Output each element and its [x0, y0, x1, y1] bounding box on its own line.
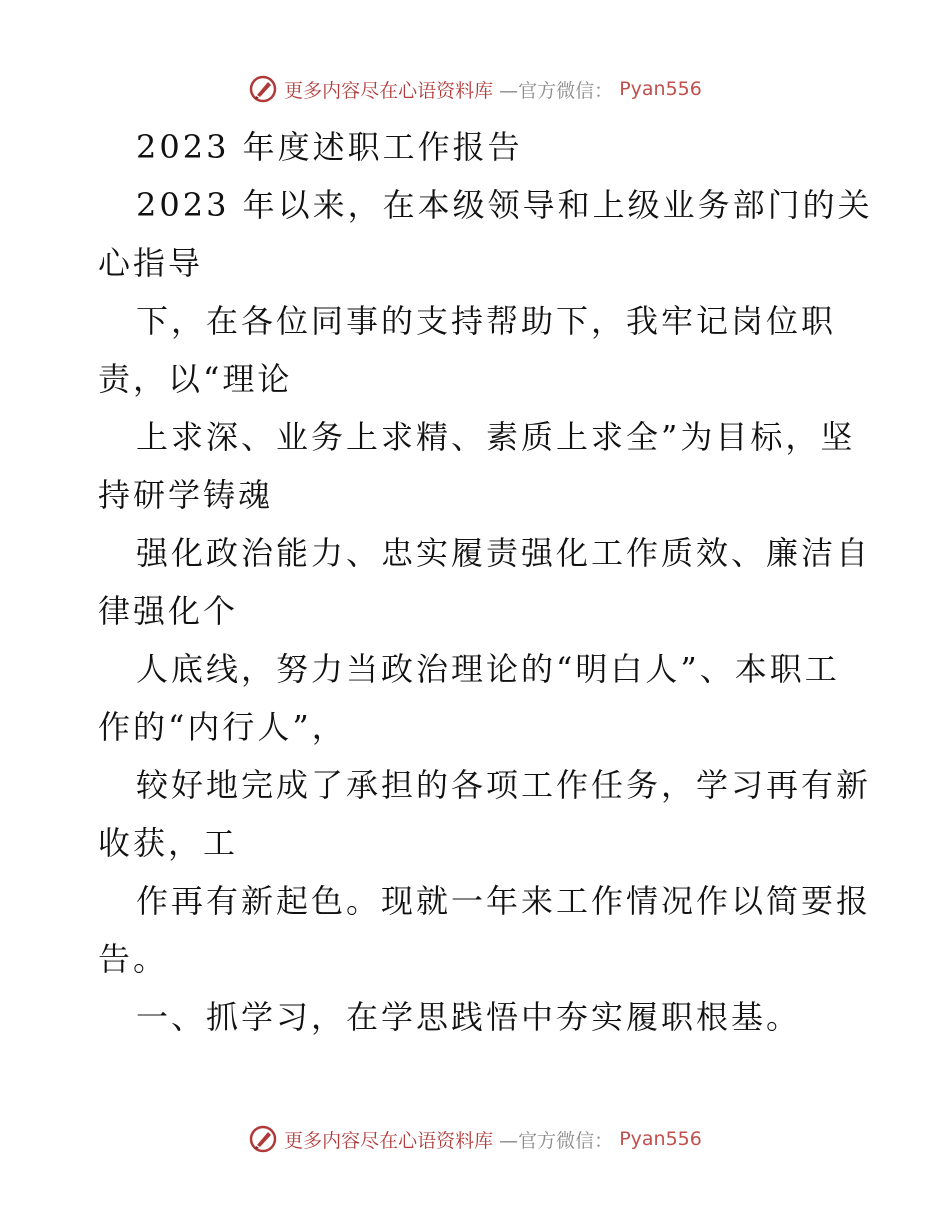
watermark-wechat-id: Pyan556	[619, 1128, 702, 1150]
watermark-official: —官方微信：	[499, 79, 614, 102]
paragraph-line: 作再有新起色。现就一年来工作情况作以简要报	[136, 882, 872, 920]
paragraph-line: 收获，工	[98, 824, 239, 862]
paragraph-line: 作的“内行人”，	[98, 708, 347, 746]
paragraph-line: 下，在各位同事的支持帮助下，我牢记岗位职	[136, 302, 837, 340]
document-body	[98, 118, 873, 1046]
header-watermark	[0, 74, 950, 104]
watermark-official: —官方微信：	[499, 1129, 614, 1152]
paragraph-line: 较好地完成了承担的各项工作任务，学习再有新	[136, 766, 872, 804]
document-title: 2023 年度述职工作报告	[136, 128, 523, 166]
pen-nib-logo-icon	[248, 1124, 278, 1154]
paragraph-line: 人底线，努力当政治理论的“明白人”、本职工	[136, 650, 840, 688]
watermark-brand: 更多内容尽在心语资料库	[284, 79, 494, 102]
paragraph-line: 责，以“理论	[98, 360, 293, 398]
paragraph-line: 2023 年以来，在本级领导和上级业务部门的关	[136, 186, 873, 224]
paragraph-line: 强化政治能力、忠实履责强化工作质效、廉洁自	[136, 534, 872, 572]
paragraph-line: 持研学铸魂	[98, 476, 274, 514]
paragraph-line: 上求深、业务上求精、素质上求全”为目标，坚	[136, 418, 856, 456]
pen-nib-logo-icon	[248, 74, 278, 104]
paragraph-line: 律强化个	[98, 592, 239, 630]
section-heading: 一、抓学习，在学思践悟中夯实履职根基。	[136, 998, 802, 1036]
watermark-brand: 更多内容尽在心语资料库	[284, 1129, 494, 1152]
footer-watermark	[0, 1124, 950, 1154]
watermark-wechat-id: Pyan556	[619, 78, 702, 100]
paragraph-line: 心指导	[98, 244, 204, 282]
paragraph-line: 告。	[98, 940, 169, 978]
